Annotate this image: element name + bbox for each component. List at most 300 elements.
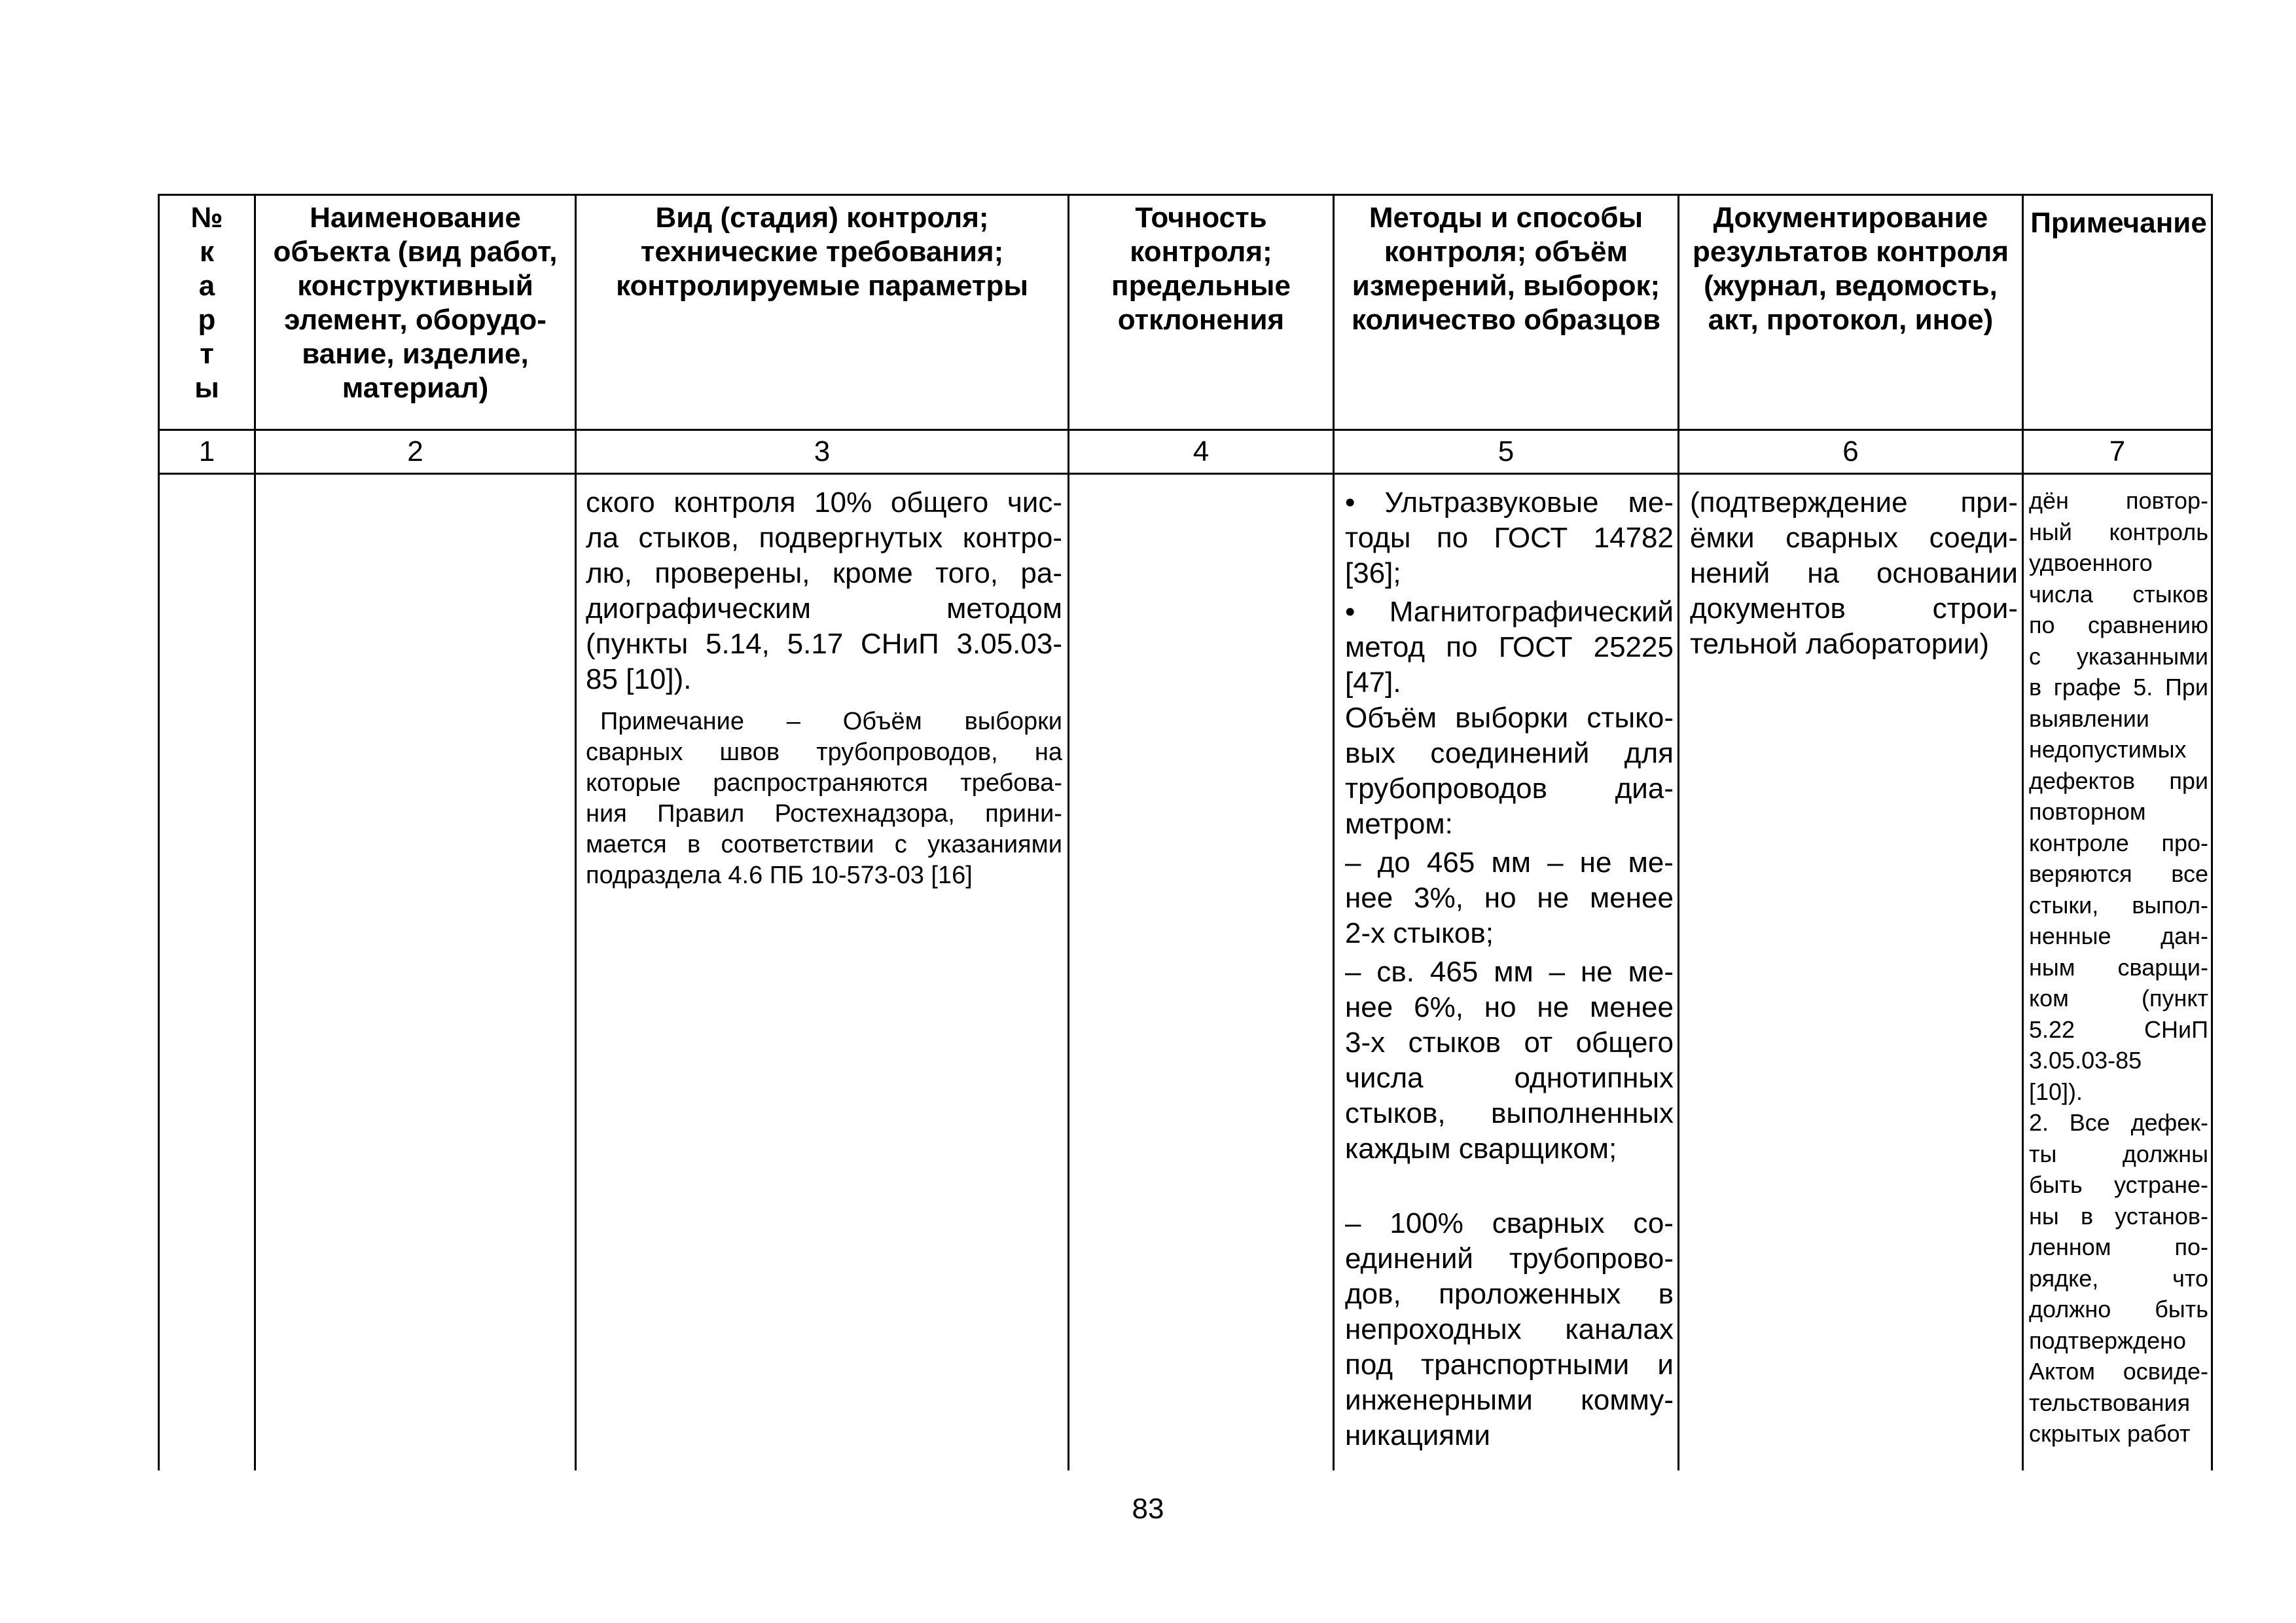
text-line — [1345, 485, 1674, 520]
text-line — [2029, 1014, 2208, 1046]
text-line — [1345, 556, 1674, 591]
word: выявлении — [2029, 704, 2149, 732]
text-line: (журнал, ведомость, — [1704, 270, 1998, 302]
word: стыков — [1408, 1027, 1501, 1059]
word: Объём — [1345, 702, 1437, 734]
word: строи- — [1932, 593, 2018, 625]
word: трубопрово- — [1509, 1243, 1674, 1275]
word: непроходных — [1345, 1313, 1522, 1345]
word: ГОСТ — [1494, 522, 1568, 554]
text-line — [1690, 485, 2018, 520]
text-line: элемент, оборудо- — [284, 304, 547, 336]
text-line: акт, протокол, иное) — [1708, 304, 1994, 336]
word: в — [687, 831, 701, 858]
text-line — [2029, 921, 2208, 952]
documentation-cell — [1679, 474, 2023, 1471]
word: 4.6 — [728, 862, 770, 889]
text-line — [586, 591, 1062, 627]
text-line — [2029, 1139, 2208, 1170]
text-line: материал) — [342, 372, 489, 404]
word: 5.17 — [787, 628, 844, 660]
word: которые — [586, 769, 681, 797]
word: документов — [1690, 593, 1846, 625]
word: 2. — [2029, 1109, 2049, 1136]
word: контроля — [673, 486, 796, 519]
text-line — [2029, 672, 2208, 703]
text-line — [2029, 1294, 2208, 1325]
text-line: Документирование — [1713, 202, 1988, 234]
word: на — [1807, 557, 1839, 589]
text-line — [1345, 1206, 1674, 1241]
text-line: Примечание — [2030, 207, 2207, 239]
word: графе — [2053, 674, 2121, 701]
word: швов — [719, 739, 780, 766]
text-line — [1345, 1131, 1674, 1167]
word: • — [1345, 596, 1355, 628]
word: все — [2171, 860, 2208, 887]
word: мм — [1491, 847, 1531, 879]
word: Объём — [842, 708, 922, 735]
word: нее — [1345, 991, 1393, 1023]
header-card-number — [159, 195, 255, 430]
header-col3-text — [577, 201, 1067, 303]
text-line: Точность — [1135, 202, 1267, 234]
word: транспортными — [1421, 1349, 1630, 1381]
word: выполненных — [1491, 1097, 1674, 1129]
text-line: технические требования; — [640, 236, 1004, 268]
word: дён — [2029, 487, 2069, 514]
word: метром: — [1345, 808, 1462, 840]
content-row — [159, 474, 2212, 1471]
word: 5.22 — [2029, 1015, 2075, 1043]
word: – — [1345, 1207, 1361, 1239]
word: по — [2029, 611, 2055, 638]
word: Ультразвуковые — [1384, 486, 1599, 519]
word: соеди- — [1929, 522, 2018, 554]
word: числа — [2029, 580, 2093, 608]
column-number-row — [159, 430, 2212, 474]
header-documentation — [1679, 195, 2023, 430]
text-line: к — [199, 236, 215, 268]
word: [36]; — [1345, 557, 1409, 589]
text-line — [2029, 890, 2208, 921]
word: выборки — [964, 708, 1062, 735]
word: но — [1484, 882, 1516, 914]
text-line — [586, 662, 1062, 697]
word: не — [1579, 847, 1612, 879]
word: распространяются — [713, 769, 928, 797]
text-line — [1345, 736, 1674, 771]
text-line: предельные — [1111, 270, 1291, 302]
word: 100% — [1390, 1207, 1463, 1239]
text-line — [2029, 1263, 2208, 1294]
text-line — [1345, 1418, 1674, 1453]
text-line: конструктивный — [297, 270, 533, 302]
word: ненные — [2029, 922, 2111, 949]
word: (пункты — [586, 628, 689, 660]
word: не — [1537, 991, 1570, 1023]
text-line — [1345, 990, 1674, 1025]
text-line — [586, 799, 1062, 830]
word: нее — [1345, 882, 1393, 914]
text-line — [1690, 556, 2018, 591]
text-line — [2029, 828, 2208, 859]
word: – — [786, 708, 800, 735]
word: Все — [2069, 1109, 2110, 1136]
text-line: ы — [194, 372, 219, 404]
text-line — [2029, 983, 2208, 1014]
note-text — [2029, 485, 2208, 1450]
word: Правил — [657, 800, 745, 828]
column-number: 2 — [255, 430, 576, 474]
word: ёмки — [1690, 522, 1755, 554]
word: дов, — [1345, 1278, 1401, 1310]
control-requirements-text — [586, 485, 1062, 697]
word: выборки — [1455, 702, 1569, 734]
text-line — [586, 520, 1062, 556]
word: освиде- — [2123, 1358, 2208, 1385]
word: при- — [1960, 486, 2018, 519]
word: 2-х — [1345, 917, 1393, 949]
text-line — [2029, 1325, 2208, 1357]
text-line — [1345, 1347, 1674, 1383]
word: требова- — [960, 769, 1062, 797]
word: рядке, — [2029, 1264, 2099, 1292]
word: [10]). — [2029, 1078, 2083, 1105]
text-line — [586, 485, 1062, 520]
header-row — [159, 195, 2212, 430]
word: 14782 — [1593, 522, 1674, 554]
word: ны — [2029, 1202, 2059, 1230]
column-number: 3 — [576, 430, 1069, 474]
text-line — [1345, 1383, 1674, 1418]
header-col6-text — [1679, 201, 2022, 337]
text-line — [1345, 1241, 1674, 1277]
header-col2-text — [256, 201, 575, 405]
word: нений — [1690, 557, 1770, 589]
header-object-name — [255, 195, 576, 430]
word: стыков — [2132, 580, 2208, 608]
word: сварщиком; — [1458, 1133, 1625, 1165]
object-name-cell — [255, 474, 576, 1471]
word: тельствования — [2029, 1389, 2191, 1416]
text-line — [2029, 1201, 2208, 1232]
text-line: р — [198, 304, 216, 336]
word: 3.05.03- — [956, 628, 1062, 660]
word: каналах — [1565, 1313, 1674, 1345]
word: проложенных — [1439, 1278, 1621, 1310]
text-line — [2029, 734, 2208, 765]
word: ла — [586, 522, 619, 554]
word: [10]). — [626, 663, 700, 695]
word: от — [1524, 1027, 1553, 1059]
word: (пункт — [2141, 985, 2208, 1012]
text-line — [2029, 547, 2208, 579]
column-number: 7 — [2023, 430, 2212, 474]
text-line — [1345, 1061, 1674, 1096]
text-line — [2029, 1076, 2208, 1108]
text-line — [586, 768, 1062, 799]
word: стыков, — [638, 522, 740, 554]
word: – — [1547, 847, 1564, 879]
word: по — [1446, 631, 1478, 663]
word: сварных — [1492, 1207, 1605, 1239]
word: Примечание — [600, 708, 744, 735]
text-line — [2029, 1231, 2208, 1263]
text-line — [1345, 845, 1674, 881]
text-line — [1345, 594, 1674, 630]
word: Ростехнадзора, — [774, 800, 955, 828]
word: [47]. — [1345, 666, 1409, 699]
word: ным — [2029, 953, 2075, 981]
text-line — [2029, 610, 2208, 641]
word: – — [1345, 956, 1361, 988]
column-number: 1 — [159, 430, 255, 474]
text-line — [586, 706, 1062, 737]
word: выпол- — [2132, 891, 2208, 919]
header-col5-text — [1335, 201, 1677, 337]
word: тоды — [1345, 522, 1411, 554]
word: ленном — [2029, 1233, 2111, 1260]
text-line — [586, 556, 1062, 591]
text-line — [2029, 1387, 2208, 1419]
word: ского — [586, 486, 655, 519]
word: но — [1484, 991, 1516, 1023]
text-line — [2029, 1356, 2208, 1387]
column-number: 6 — [1679, 430, 2023, 474]
word: ПБ — [769, 862, 811, 889]
word: указанными — [2076, 642, 2208, 670]
column-number: 4 — [1069, 430, 1334, 474]
word: по — [1436, 522, 1469, 554]
word: дефек- — [2130, 1109, 2208, 1136]
word: 3.05.03-85 — [2029, 1047, 2142, 1074]
text-line: Вид (стадия) контроля; — [655, 202, 989, 234]
text-line: а — [198, 270, 215, 302]
text-line — [1690, 520, 2018, 556]
text-line — [586, 737, 1062, 768]
word: 5. — [2133, 674, 2153, 701]
text-line — [1345, 955, 1674, 990]
word: диа- — [1615, 773, 1674, 805]
word: со- — [1633, 1207, 1674, 1239]
word: СНиП — [2144, 1015, 2208, 1043]
word: до — [1377, 847, 1410, 879]
word: контроле — [2029, 829, 2129, 856]
note-cell — [2023, 474, 2212, 1471]
text-line — [1345, 1096, 1674, 1131]
text-line — [1345, 1277, 1674, 1312]
text-line — [1345, 630, 1674, 665]
word: установ- — [2115, 1202, 2208, 1230]
word: недопустимых — [2029, 736, 2187, 763]
word: 3%, — [1414, 882, 1463, 914]
word: метод — [1345, 631, 1426, 663]
page-number: 83 — [1132, 1493, 1164, 1525]
word: трубопроводов — [1345, 773, 1547, 805]
word: быть — [2029, 1171, 2083, 1198]
word: кроме — [832, 557, 913, 589]
word: соответствии — [721, 831, 874, 858]
word: ком — [2029, 985, 2069, 1012]
word: в — [2080, 1202, 2094, 1230]
word: ный — [2029, 518, 2072, 545]
word: комму- — [1581, 1384, 1674, 1416]
word: при — [2169, 767, 2208, 794]
word: про- — [2161, 829, 2208, 856]
word: ты — [2029, 1140, 2057, 1167]
word: ра- — [1020, 557, 1062, 589]
word: СНиП — [861, 628, 939, 660]
text-line: результатов контроля — [1692, 236, 2009, 268]
header-note — [2023, 195, 2212, 430]
text-line: № — [190, 202, 223, 234]
text-line — [2029, 1045, 2208, 1076]
text-line — [1690, 591, 2018, 627]
word: не — [1537, 882, 1570, 914]
text-line: Методы и способы — [1369, 202, 1643, 234]
word: ме- — [1628, 847, 1674, 879]
text-line — [1345, 881, 1674, 916]
word: 10% — [814, 486, 872, 519]
text-line — [2029, 517, 2208, 548]
word: Актом — [2029, 1358, 2096, 1385]
word: • — [1345, 486, 1355, 519]
header-col4-text — [1069, 201, 1333, 337]
text-line — [2029, 1107, 2208, 1139]
word: устране- — [2113, 1171, 2208, 1198]
accuracy-cell — [1069, 474, 1334, 1471]
text-line — [2029, 703, 2208, 735]
word: дефектов — [2029, 767, 2136, 794]
word: и — [1657, 1349, 1674, 1381]
word: повтор- — [2126, 487, 2208, 514]
word: диографическим — [586, 593, 811, 625]
word: подвергнутых — [759, 522, 943, 554]
word: указаниями — [927, 831, 1062, 858]
word: скрытых — [2029, 1420, 2128, 1447]
text-line: отклонения — [1117, 304, 1285, 336]
word: подраздела — [586, 862, 728, 889]
word: общего — [890, 486, 989, 519]
control-requirements-cell — [576, 474, 1069, 1471]
word: – — [1549, 956, 1566, 988]
paragraph-gap — [1345, 1167, 1674, 1206]
word: мм — [1494, 956, 1534, 988]
word: трубопроводов, — [816, 739, 998, 766]
word: стыки, — [2029, 891, 2099, 919]
word: дан- — [2161, 922, 2208, 949]
word: Магнитографический — [1389, 596, 1674, 628]
word: подтверждено — [2029, 1326, 2186, 1354]
word: сварных — [1785, 522, 1898, 554]
text-line — [1690, 627, 2018, 662]
header-col1-text — [160, 201, 254, 405]
text-line — [1345, 701, 1674, 736]
header-methods — [1334, 195, 1679, 430]
word: – — [1345, 847, 1361, 879]
word: стыко- — [1587, 702, 1674, 734]
word: 6%, — [1414, 991, 1463, 1023]
header-control-type — [576, 195, 1069, 430]
header-col7-text — [2029, 206, 2208, 240]
text-line — [1345, 1025, 1674, 1061]
requirements-note — [586, 706, 1062, 891]
word: проверены, — [655, 557, 810, 589]
text-line: вание, изделие, — [302, 338, 529, 370]
word: что — [2172, 1264, 2208, 1292]
word: менее — [1590, 991, 1674, 1023]
word: числа — [1345, 1062, 1424, 1094]
word: лю, — [586, 557, 632, 589]
text-line — [2029, 579, 2208, 610]
word: 465 — [1429, 956, 1479, 988]
word: 5.14, — [706, 628, 770, 660]
word: ме- — [1628, 956, 1674, 988]
word: ме- — [1628, 486, 1674, 519]
word: 10-573-03 — [810, 862, 931, 889]
word: инженерными — [1345, 1384, 1533, 1416]
text-line — [2029, 796, 2208, 828]
word: под — [1345, 1349, 1393, 1381]
word: (подтверждение — [1690, 486, 1908, 519]
methods-cell — [1334, 474, 1679, 1471]
word: должны — [2122, 1140, 2208, 1167]
word: мается — [586, 831, 667, 858]
word: никациями — [1345, 1419, 1499, 1451]
word: должно — [2029, 1296, 2111, 1322]
word: стыков; — [1393, 917, 1502, 949]
header-accuracy — [1069, 195, 1334, 430]
word: лаборатории) — [1805, 628, 1998, 660]
text-line — [1345, 916, 1674, 951]
word: для — [1624, 737, 1674, 769]
text-line: объекта (вид работ, — [273, 236, 558, 268]
word: вых — [1345, 737, 1395, 769]
text-line: контролируемые параметры — [616, 270, 1028, 302]
word: ГОСТ — [1498, 631, 1573, 663]
word: методом — [946, 593, 1062, 625]
word: контро- — [962, 522, 1062, 554]
word: сварщи- — [2117, 953, 2208, 981]
text-line — [1345, 1312, 1674, 1347]
text-line — [2029, 952, 2208, 983]
word: повторном — [2029, 798, 2146, 825]
word: с — [894, 831, 907, 858]
word: менее — [1590, 882, 1674, 914]
text-line — [1345, 771, 1674, 807]
word: сварных — [586, 739, 683, 766]
text-line — [586, 860, 1062, 891]
text-line — [586, 627, 1062, 662]
card-number-cell — [159, 474, 255, 1471]
word: каждым — [1345, 1133, 1459, 1165]
word: с — [2029, 642, 2041, 670]
documentation-text — [1690, 485, 2018, 662]
text-line — [2029, 1418, 2208, 1450]
word: на — [1034, 739, 1062, 766]
text-line: контроля; — [1130, 236, 1272, 268]
word: 85 — [586, 663, 626, 695]
word: быть — [2155, 1296, 2208, 1322]
word: по- — [2174, 1233, 2208, 1260]
text-line — [1345, 520, 1674, 556]
word: в — [1658, 1278, 1674, 1310]
word: прини- — [985, 800, 1062, 828]
text-line — [2029, 1169, 2208, 1201]
text-line — [2029, 858, 2208, 890]
word: веряются — [2029, 860, 2132, 887]
